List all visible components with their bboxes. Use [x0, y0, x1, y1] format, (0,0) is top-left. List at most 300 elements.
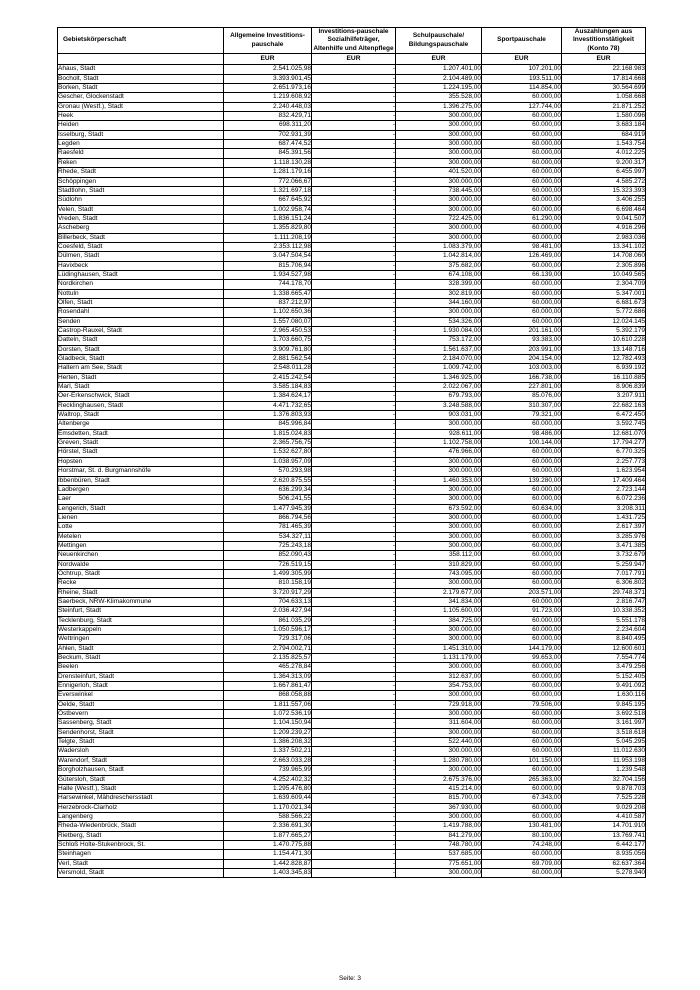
cell-value: 60.000,00: [482, 448, 562, 457]
cell-value: 139.280,00: [482, 476, 562, 485]
cell-value: 201.161,00: [482, 327, 562, 336]
cell-value: 2.305.896: [562, 261, 646, 270]
cell-value: 10.049.565: [562, 270, 646, 279]
cell-municipality: Halle (Westf.), Stadt: [58, 784, 224, 793]
cell-value: -: [312, 308, 396, 317]
cell-value: 9.041.507: [562, 214, 646, 223]
cell-value: 1.072.536,19: [224, 710, 312, 719]
cell-value: 1.376.803,93: [224, 411, 312, 420]
cell-value: 2.104.489,00: [396, 74, 482, 83]
cell-municipality: Raesfeld: [58, 149, 224, 158]
table-row: [58, 448, 646, 457]
cell-value: -: [312, 597, 396, 606]
cell-value: 93.383,00: [482, 336, 562, 345]
cell-value: 300.000,00: [396, 196, 482, 205]
cell-value: 114.854,00: [482, 84, 562, 93]
cell-value: 1.346.925,00: [396, 373, 482, 382]
cell-value: 534.327,11: [224, 532, 312, 541]
cell-value: 1.209.239,27: [224, 728, 312, 737]
cell-value: -: [312, 158, 396, 167]
cell-value: 1.630.116: [562, 691, 646, 700]
cell-value: 300.000,00: [396, 457, 482, 466]
table-row: [58, 616, 646, 625]
table-row: [58, 635, 646, 644]
cell-value: 60.000,00: [482, 635, 562, 644]
cell-value: 2.179.677,00: [396, 588, 482, 597]
cell-value: 3.683.184: [562, 121, 646, 130]
cell-value: 6.306.802: [562, 579, 646, 588]
cell-value: 3.047.504,54: [224, 252, 312, 261]
cell-value: 375.682,00: [396, 261, 482, 270]
cell-value: 300.000,00: [396, 140, 482, 149]
cell-value: 1.836.151,24: [224, 214, 312, 223]
table-row: [58, 485, 646, 494]
cell-value: -: [312, 560, 396, 569]
cell-municipality: Recklinghausen, Stadt: [58, 401, 224, 410]
cell-value: 841.279,00: [396, 831, 482, 840]
cell-value: 144.179,00: [482, 644, 562, 653]
cell-municipality: Bocholt, Stadt: [58, 74, 224, 83]
table-row: [58, 383, 646, 392]
cell-value: -: [312, 457, 396, 466]
cell-value: -: [312, 345, 396, 354]
cell-value: 74.248,00: [482, 840, 562, 849]
cell-value: 636.299,34: [224, 485, 312, 494]
cell-value: 341.834,00: [396, 597, 482, 606]
cell-value: -: [312, 794, 396, 803]
cell-municipality: Borken, Stadt: [58, 84, 224, 93]
header-schulpauschale-bildungspauschale: Schulpauschale/ Bildungspauschale: [396, 28, 482, 54]
cell-value: -: [312, 448, 396, 457]
cell-value: 3.208.311: [562, 504, 646, 513]
cell-value: -: [312, 803, 396, 812]
cell-value: 726.519,15: [224, 560, 312, 569]
cell-value: 815.700,00: [396, 794, 482, 803]
units-row: [58, 54, 646, 65]
cell-value: 60.000,00: [482, 420, 562, 429]
cell-value: -: [312, 149, 396, 158]
cell-value: 103.003,00: [482, 364, 562, 373]
cell-value: 2.365.756,75: [224, 439, 312, 448]
cell-value: 815.706,94: [224, 261, 312, 270]
cell-value: 1.815.024,83: [224, 429, 312, 438]
cell-value: -: [312, 766, 396, 775]
cell-value: 1.154.471,30: [224, 850, 312, 859]
cell-value: 832.429,71: [224, 112, 312, 121]
cell-value: 60.000,00: [482, 130, 562, 139]
cell-value: 2.415.242,54: [224, 373, 312, 382]
cell-value: -: [312, 513, 396, 522]
cell-value: 100.144,00: [482, 439, 562, 448]
cell-value: 69.709,00: [482, 859, 562, 868]
cell-value: 1.396.275,00: [396, 102, 482, 111]
cell-value: -: [312, 289, 396, 298]
cell-value: -: [312, 607, 396, 616]
cell-value: 60.000,00: [482, 626, 562, 635]
cell-value: -: [312, 691, 396, 700]
cell-value: 300.000,00: [396, 691, 482, 700]
cell-value: 2.022.067,00: [396, 383, 482, 392]
cell-municipality: Ennigerloh, Stadt: [58, 682, 224, 691]
cell-value: 1.050.596,17: [224, 626, 312, 635]
cell-value: -: [312, 738, 396, 747]
cell-value: 204.154,00: [482, 355, 562, 364]
cell-municipality: Metelen: [58, 532, 224, 541]
cell-municipality: Lotte: [58, 523, 224, 532]
cell-value: 60.000,00: [482, 691, 562, 700]
unit-cell-2: EUR: [312, 54, 396, 65]
table-row: [58, 738, 646, 747]
cell-municipality: Ladbergen: [58, 485, 224, 494]
cell-value: -: [312, 756, 396, 765]
cell-value: 354.753,00: [396, 682, 482, 691]
cell-municipality: Wettringen: [58, 635, 224, 644]
cell-value: 60.000,00: [482, 168, 562, 177]
cell-municipality: Borgholzhausen, Stadt: [58, 766, 224, 775]
cell-value: 2.663.033,28: [224, 756, 312, 765]
cell-value: -: [312, 747, 396, 756]
cell-value: -: [312, 130, 396, 139]
cell-value: 1.930.084,00: [396, 327, 482, 336]
cell-municipality: Dülmen, Stadt: [58, 252, 224, 261]
cell-value: 1.281.179,16: [224, 168, 312, 177]
table-row: [58, 140, 646, 149]
cell-value: 1.280.780,00: [396, 756, 482, 765]
cell-value: 2.304.709: [562, 280, 646, 289]
cell-value: 60.000,00: [482, 457, 562, 466]
cell-value: 3.909.761,80: [224, 345, 312, 354]
table-row: [58, 280, 646, 289]
cell-municipality: Altenberge: [58, 420, 224, 429]
cell-value: 29.748.371: [562, 588, 646, 597]
cell-value: 300.000,00: [396, 663, 482, 672]
cell-value: 1.384.624,17: [224, 392, 312, 401]
cell-value: 673.592,00: [396, 504, 482, 513]
cell-municipality: Telgte, Stadt: [58, 738, 224, 747]
cell-value: 729.918,00: [396, 700, 482, 709]
cell-value: 300.000,00: [396, 467, 482, 476]
cell-value: 60.000,00: [482, 560, 562, 569]
table-row: [58, 541, 646, 550]
cell-municipality: Sendenhorst, Stadt: [58, 728, 224, 737]
cell-value: 6.442.177: [562, 840, 646, 849]
cell-value: 2.983.036: [562, 233, 646, 242]
cell-value: 60.000,00: [482, 158, 562, 167]
cell-value: -: [312, 644, 396, 653]
cell-value: 1.042.814,00: [396, 252, 482, 261]
cell-municipality: Velen, Stadt: [58, 205, 224, 214]
cell-value: 98.486,00: [482, 429, 562, 438]
table-row: [58, 224, 646, 233]
table-row: [58, 84, 646, 93]
table-row: [58, 373, 646, 382]
cell-value: 2.240.448,03: [224, 102, 312, 111]
cell-municipality: Mettingen: [58, 541, 224, 550]
cell-value: 7.017.791: [562, 569, 646, 578]
cell-municipality: Neuenkirchen: [58, 551, 224, 560]
cell-municipality: Wadersloh: [58, 747, 224, 756]
table-row: [58, 65, 646, 74]
table-row: [58, 289, 646, 298]
cell-value: 1.386.208,32: [224, 738, 312, 747]
cell-value: 300.000,00: [396, 812, 482, 821]
cell-municipality: Rosendahl: [58, 308, 224, 317]
table-row: [58, 149, 646, 158]
cell-value: -: [312, 495, 396, 504]
cell-value: 1.131.179,00: [396, 654, 482, 663]
table-row: [58, 205, 646, 214]
cell-value: 3.585.184,83: [224, 383, 312, 392]
cell-value: -: [312, 784, 396, 793]
cell-value: -: [312, 626, 396, 635]
cell-value: 300.000,00: [396, 485, 482, 494]
table-row: [58, 355, 646, 364]
cell-value: 99.653,00: [482, 654, 562, 663]
cell-value: -: [312, 401, 396, 410]
cell-value: 2.353.112,98: [224, 242, 312, 251]
cell-value: 1.419.788,00: [396, 822, 482, 831]
cell-value: 60.000,00: [482, 663, 562, 672]
cell-value: 4.252.402,32: [224, 775, 312, 784]
cell-value: 738.445,00: [396, 186, 482, 195]
cell-value: 22.168.983: [562, 65, 646, 74]
header-allgemeine-investitionspauschale: Allgemeine Investitions-pauschale: [224, 28, 312, 54]
table-row: [58, 850, 646, 859]
table-row: [58, 691, 646, 700]
cell-value: 10.338.352: [562, 607, 646, 616]
cell-municipality: Ascheberg: [58, 224, 224, 233]
cell-value: 203.991,00: [482, 345, 562, 354]
cell-municipality: Ahlen, Stadt: [58, 644, 224, 653]
unit-cell-1: EUR: [224, 54, 312, 65]
cell-value: 845.391,56: [224, 149, 312, 158]
cell-value: 684.919: [562, 130, 646, 139]
cell-value: 9.878.703: [562, 784, 646, 793]
cell-value: 5.347.001: [562, 289, 646, 298]
cell-value: 1.532.627,80: [224, 448, 312, 457]
cell-value: 300.000,00: [396, 710, 482, 719]
cell-value: 3.471.385: [562, 541, 646, 550]
table-row: [58, 420, 646, 429]
cell-municipality: Castrop-Rauxel, Stadt: [58, 327, 224, 336]
cell-value: 1.219.608,92: [224, 93, 312, 102]
table-row: [58, 177, 646, 186]
cell-value: 6.698.464: [562, 205, 646, 214]
table-row: [58, 700, 646, 709]
cell-value: 781.465,39: [224, 523, 312, 532]
cell-value: 679.793,00: [396, 392, 482, 401]
cell-value: 2.881.562,54: [224, 355, 312, 364]
table-row: [58, 868, 646, 877]
cell-value: 4.012.225: [562, 149, 646, 158]
table-row: [58, 579, 646, 588]
cell-value: 2.965.450,53: [224, 327, 312, 336]
cell-value: 21.871.252: [562, 102, 646, 111]
cell-value: -: [312, 355, 396, 364]
cell-municipality: Verl, Stadt: [58, 859, 224, 868]
cell-value: 2.675.376,00: [396, 775, 482, 784]
table-row: [58, 663, 646, 672]
cell-value: -: [312, 252, 396, 261]
cell-value: 1.477.945,39: [224, 504, 312, 513]
header-auszahlungen-investitionstaetigkeit: Auszahlungen aus Investitionstätigkeit (Konto 78): [562, 28, 646, 54]
cell-value: -: [312, 541, 396, 550]
cell-value: 2.336.691,30: [224, 822, 312, 831]
cell-value: 1.355.829,80: [224, 224, 312, 233]
cell-municipality: Dorsten, Stadt: [58, 345, 224, 354]
cell-municipality: Lüdinghausen, Stadt: [58, 270, 224, 279]
cell-value: 310.307,00: [482, 401, 562, 410]
cell-municipality: Recke: [58, 579, 224, 588]
unit-cell-0: [58, 54, 224, 65]
cell-value: 1.105.600,00: [396, 607, 482, 616]
cell-value: 1.403.345,83: [224, 868, 312, 877]
cell-value: 6.455.997: [562, 168, 646, 177]
cell-value: 1.703.660,75: [224, 336, 312, 345]
cell-value: -: [312, 93, 396, 102]
cell-municipality: Legden: [58, 140, 224, 149]
cell-value: 12.782.493: [562, 355, 646, 364]
table-row: [58, 859, 646, 868]
cell-value: 1.639.609,44: [224, 794, 312, 803]
cell-value: 126.469,00: [482, 252, 562, 261]
cell-value: -: [312, 569, 396, 578]
cell-value: 4.916.296: [562, 224, 646, 233]
cell-municipality: Ibbenbüren, Stadt: [58, 476, 224, 485]
cell-value: 60.000,00: [482, 541, 562, 550]
cell-value: 1.207.401,00: [396, 65, 482, 74]
table-row: [58, 560, 646, 569]
cell-value: 3.592.745: [562, 420, 646, 429]
table-row: [58, 401, 646, 410]
cell-municipality: Beelen: [58, 663, 224, 672]
cell-value: 868.058,88: [224, 691, 312, 700]
cell-value: 588.566,22: [224, 812, 312, 821]
cell-value: 166.738,00: [482, 373, 562, 382]
cell-value: 12.681.070: [562, 429, 646, 438]
cell-value: 14.701.910: [562, 822, 646, 831]
cell-value: 227.801,00: [482, 383, 562, 392]
cell-value: 300.000,00: [396, 766, 482, 775]
cell-value: -: [312, 868, 396, 877]
cell-value: 60.000,00: [482, 196, 562, 205]
cell-value: 687.474,52: [224, 140, 312, 149]
cell-value: 300.000,00: [396, 523, 482, 532]
cell-municipality: Rhede, Stadt: [58, 168, 224, 177]
cell-value: 300.000,00: [396, 420, 482, 429]
cell-municipality: Saerbeck, NRW-Klimakommune: [58, 597, 224, 606]
cell-value: -: [312, 177, 396, 186]
table-row: [58, 252, 646, 261]
cell-value: 7.525.228: [562, 794, 646, 803]
cell-municipality: Isselburg, Stadt: [58, 130, 224, 139]
cell-value: -: [312, 476, 396, 485]
cell-value: -: [312, 298, 396, 307]
cell-value: 6.681.673: [562, 298, 646, 307]
cell-value: 2.257.773: [562, 457, 646, 466]
cell-value: 2.723.144: [562, 485, 646, 494]
cell-value: 60.000,00: [482, 719, 562, 728]
cell-value: 62.637.364: [562, 859, 646, 868]
cell-value: 739.965,99: [224, 766, 312, 775]
table-row: [58, 317, 646, 326]
cell-value: 67.343,00: [482, 794, 562, 803]
cell-municipality: Herzebrock-Clarholz: [58, 803, 224, 812]
cell-municipality: Schloß Holte-Stukenbrock, St.: [58, 840, 224, 849]
cell-value: 5.551.178: [562, 616, 646, 625]
table-row: [58, 168, 646, 177]
cell-value: 300.000,00: [396, 224, 482, 233]
unit-cell-3: EUR: [396, 54, 482, 65]
table-row: [58, 607, 646, 616]
cell-value: -: [312, 420, 396, 429]
cell-value: 4.585.272: [562, 177, 646, 186]
table-row: [58, 513, 646, 522]
cell-value: 1.321.697,18: [224, 186, 312, 195]
table-row: [58, 626, 646, 635]
cell-value: 3.479.256: [562, 663, 646, 672]
cell-value: 1.470.775,88: [224, 840, 312, 849]
cell-value: 60.000,00: [482, 186, 562, 195]
table-row: [58, 728, 646, 737]
cell-value: 344.160,00: [396, 298, 482, 307]
cell-value: 5.278.940: [562, 868, 646, 877]
table-row: [58, 588, 646, 597]
cell-municipality: Gescher, Glockenstadt: [58, 93, 224, 102]
cell-value: 11.953.198: [562, 756, 646, 765]
cell-value: -: [312, 214, 396, 223]
cell-value: -: [312, 327, 396, 336]
cell-value: 5.045.295: [562, 738, 646, 747]
cell-municipality: Lengerich, Stadt: [58, 504, 224, 513]
cell-value: 4.410.587: [562, 812, 646, 821]
cell-value: 312.637,00: [396, 672, 482, 681]
cell-value: 311.604,00: [396, 719, 482, 728]
cell-municipality: Horstmar, St. d. Burgmannshöfe: [58, 467, 224, 476]
cell-municipality: Rietberg, Stadt: [58, 831, 224, 840]
table-row: [58, 439, 646, 448]
cell-value: 17.409.464: [562, 476, 646, 485]
cell-value: 60.000,00: [482, 233, 562, 242]
cell-value: -: [312, 504, 396, 513]
table-row: [58, 532, 646, 541]
cell-municipality: Tecklenburg, Stadt: [58, 616, 224, 625]
table-row: [58, 551, 646, 560]
cell-value: 60.000,00: [482, 747, 562, 756]
cell-value: 60.000,00: [482, 784, 562, 793]
cell-value: 30.564.699: [562, 84, 646, 93]
cell-value: 300.000,00: [396, 868, 482, 877]
cell-value: 772.066,67: [224, 177, 312, 186]
cell-value: 748.780,00: [396, 840, 482, 849]
cell-value: 415.214,00: [396, 784, 482, 793]
cell-value: 1.623.954: [562, 467, 646, 476]
cell-municipality: Olfen, Stadt: [58, 298, 224, 307]
cell-value: 775.651,00: [396, 859, 482, 868]
table-row: [58, 784, 646, 793]
cell-municipality: Drensteinfurt, Stadt: [58, 672, 224, 681]
cell-value: -: [312, 392, 396, 401]
cell-value: 60.000,00: [482, 710, 562, 719]
table-row: [58, 102, 646, 111]
cell-value: -: [312, 635, 396, 644]
cell-value: 300.000,00: [396, 626, 482, 635]
cell-value: -: [312, 840, 396, 849]
cell-value: 60.000,00: [482, 766, 562, 775]
table-row: [58, 74, 646, 83]
cell-municipality: Greven, Stadt: [58, 439, 224, 448]
cell-value: 845.996,84: [224, 420, 312, 429]
